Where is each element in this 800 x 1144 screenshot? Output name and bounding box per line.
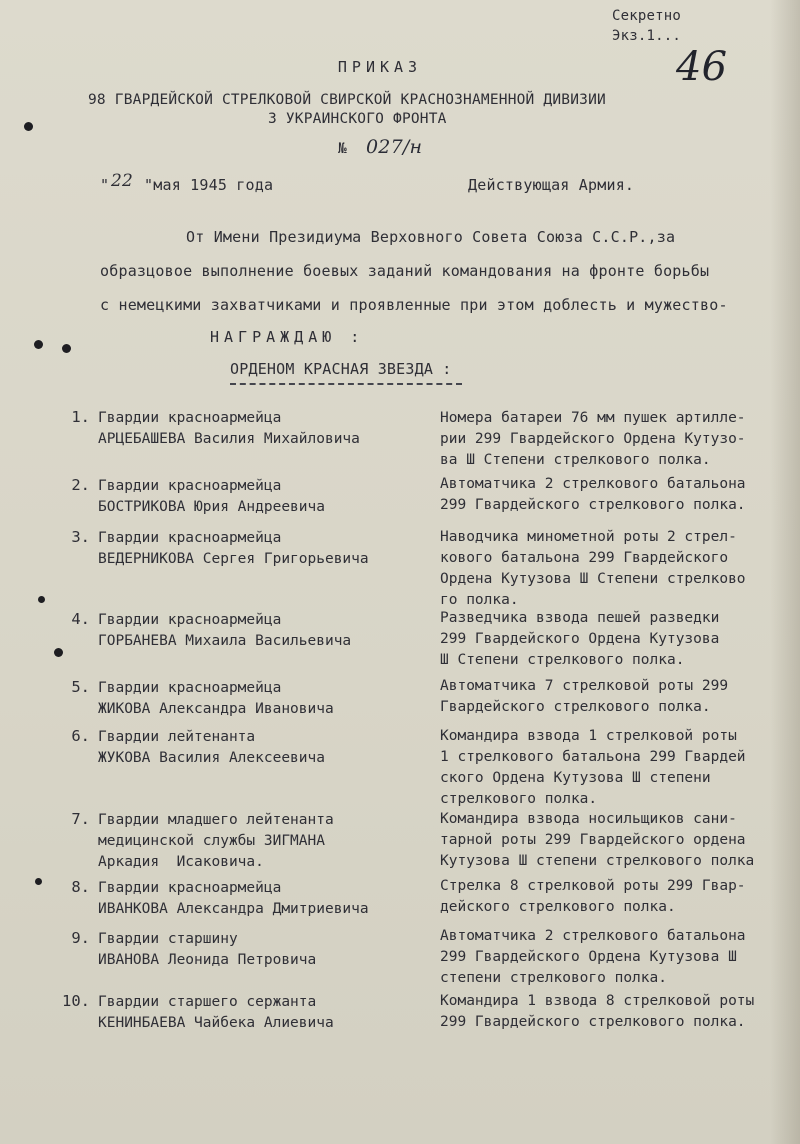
entry-number: 8. (71, 878, 90, 896)
entry-position: Наводчика минометной роты 2 стрел- кового батальона 299 Гвардейского Ордена Кутузова Ш Степени стрелково го полка. (440, 529, 746, 608)
date-month-year: "мая 1945 года (144, 176, 274, 194)
heading-underline (230, 383, 462, 385)
entry-person: Гвардии красноармейца БОСТРИКОВА Юрия Андреевича (98, 478, 325, 515)
entry-person: Гвардии красноармейца ВЕДЕРНИКОВА Сергея Григорьевича (98, 530, 369, 567)
award-heading: НАГРАЖДАЮ : (210, 328, 365, 346)
division-name: 98 ГВАРДЕЙСКОЙ СТРЕЛКОВОЙ СВИРСКОЙ КРАСНОЗНАМЕННОЙ ДИВИЗИИ (88, 92, 606, 108)
punch-hole (38, 596, 45, 603)
entry-person: Гвардии красноармейца ИВАНКОВА Александра Дмитриевича (98, 880, 369, 917)
page-edge-shadow (770, 0, 800, 1144)
entry-number: 10. (62, 992, 90, 1010)
location: Действующая Армия. (468, 176, 635, 194)
punch-hole (24, 122, 33, 131)
entry-number: 4. (71, 610, 90, 628)
entry-position: Автоматчика 2 стрелкового батальона 299 Гвардейского Ордена Кутузова Ш степени стрелкового полка. (440, 928, 746, 986)
entry-position: Командира взвода 1 стрелковой роты 1 стрелкового батальона 299 Гвардей ского Ордена Кутузова Ш степени стрелкового полка. (440, 728, 746, 807)
entry-number: 3. (71, 528, 90, 546)
entry-person: Гвардии старшину ИВАНОВА Леонида Петровича (98, 931, 317, 968)
entry-number: 2. (71, 476, 90, 494)
entry-person: Гвардии старшего сержанта КЕНИНБАЕВА Чайбека Алиевича (98, 994, 334, 1031)
date-quote: " (100, 176, 110, 194)
entry-person: Гвардии красноармейца ГОРБАНЕВА Михаила Васильевича (98, 612, 352, 649)
entry-person: Гвардии младшего лейтенанта медицинской службы ЗИГМАНА Аркадия Исаковича. (98, 812, 334, 870)
entry-person: Гвардии лейтенанта ЖУКОВА Василия Алексеевича (98, 729, 325, 766)
entry-position: Разведчика взвода пешей разведки 299 Гвардейского Ордена Кутузова Ш Степени стрелкового полка. (440, 610, 720, 668)
entry-position: Командира взвода носильщиков сани- тарной роты 299 Гвардейского ордена Кутузова Ш степени стрелкового полка (440, 811, 755, 869)
front-name: 3 УКРАИНСКОГО ФРОНТА (268, 111, 447, 127)
entry-number: 6. (71, 727, 90, 745)
body-line-1: От Имени Президиума Верховного Совета Союза С.С.Р.,за (186, 228, 676, 246)
punch-hole (62, 344, 71, 353)
entry-position: Автоматчика 7 стрелковой роты 299 Гвардейского стрелкового полка. (440, 678, 729, 715)
copy-number: Экз.1... (612, 28, 682, 44)
entry-number: 1. (71, 408, 90, 426)
entry-number: 7. (71, 810, 90, 828)
handwritten-page-number: 46 (676, 44, 728, 90)
order-number: 027/н (366, 136, 423, 158)
entry-position: Автоматчика 2 стрелкового батальона 299 Гвардейского стрелкового полка. (440, 476, 746, 513)
entry-position: Стрелка 8 стрелковой роты 299 Гвар- дейского стрелкового полка. (440, 878, 746, 915)
punch-hole (34, 340, 43, 349)
entry-person: Гвардии красноармейца АРЦЕБАШЕВА Василия Михайловича (98, 410, 360, 447)
order-number-prefix: № (338, 141, 347, 157)
secret-mark: Секретно (612, 8, 682, 24)
entry-number: 5. (71, 678, 90, 696)
date-day: 22 (111, 171, 134, 191)
entry-person: Гвардии красноармейца ЖИКОВА Александра Ивановича (98, 680, 334, 717)
punch-hole (54, 648, 63, 657)
body-line-3: с немецкими захватчиками и проявленные при этом доблесть и мужество- (100, 296, 728, 314)
entry-number: 9. (71, 929, 90, 947)
body-line-2: образцовое выполнение боевых заданий командования на фронте борьбы (100, 262, 710, 280)
entry-position: Командира 1 взвода 8 стрелковой роты 299 Гвардейского стрелкового полка. (440, 993, 755, 1030)
entry-position: Номера батареи 76 мм пушек артилле- рии 299 Гвардейского Ордена Кутузо- ва Ш Степени стрелкового полка. (440, 410, 746, 468)
order-heading: ОРДЕНОМ КРАСНАЯ ЗВЕЗДА : (230, 360, 452, 378)
document-title: ПРИКАЗ (337, 58, 423, 76)
